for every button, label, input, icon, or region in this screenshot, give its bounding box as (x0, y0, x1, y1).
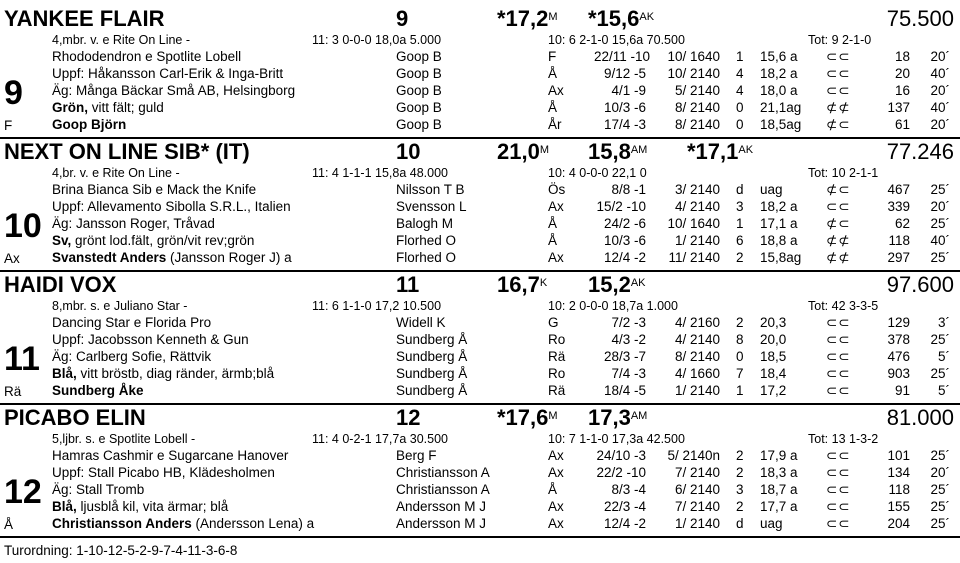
race-row: Svanstedt Anders (Jansson Roger J) a Florhed O Ax 12/4 -2 11/ 2140 2 15,8ag ⊄⊄ 297 25´ (52, 250, 950, 265)
odds-1: $*17,6^M$ (497, 405, 558, 430)
start-symbol-icon: ⊂⊂ (826, 315, 851, 330)
race-row: Rhododendron e Spotlite Lobell Goop B F 22/11 -10 10/ 1640 1 15,6 a ⊂⊂ 18 20´ (52, 49, 950, 64)
race-row: Sv, grönt lod.fält, grön/vit rev;grön Florhed O Å 10/3 -6 1/ 2140 6 18,8 a ⊄⊄ 118 40´ (52, 233, 950, 248)
race-row: Goop Björn Goop B År 17/4 -3 8/ 2140 0 18,5ag ⊄⊂ 61 20´ (52, 117, 950, 132)
horse-header (0, 272, 960, 298)
start-symbol-icon: ⊄⊂ (826, 182, 851, 197)
race-rows (0, 314, 960, 399)
race-row: Uppf: Stall Picabo HB, Klädesholmen Christiansson A Ax 22/2 -10 7/ 2140 2 18,3 a ⊂⊂ 134 20´ (52, 465, 950, 480)
horse-number: 10 (396, 139, 421, 164)
horse-name: YANKEE FLAIR (4, 6, 165, 31)
race-rows (0, 48, 960, 133)
odds-3: $*17,1^{AK}$ (687, 139, 754, 164)
driver-name: Christiansson Anders (52, 516, 192, 531)
horse-number: 11 (396, 272, 420, 297)
race-rows (0, 447, 960, 532)
colors-label: Sv, (52, 233, 72, 248)
driver-name: Sundberg Åke (52, 383, 144, 398)
colors-label: Blå, (52, 499, 77, 514)
total-prize: 81.000 (886, 405, 954, 430)
record-current-year: 11: 6 1-1-0 17,2 10.500 (312, 299, 442, 313)
pedigree-info: 5,ljbr. s. e Spotlite Lobell - (52, 432, 196, 446)
start-symbol-icon: ⊂⊂ (826, 448, 851, 463)
pedigree-info: 4,br. v. e Rite On Line - (52, 166, 180, 180)
race-rows (0, 181, 960, 266)
pedigree-info: 4,mbr. v. e Rite On Line - (52, 33, 191, 47)
start-number-big: 11 (4, 340, 40, 378)
start-symbol-icon: ⊂⊂ (826, 499, 851, 514)
record-current-year: 11: 4 1-1-1 15,8a 48.000 (312, 166, 448, 180)
horse-name: HAIDI VOX (4, 272, 117, 297)
start-symbol-icon: ⊄⊄ (826, 100, 851, 115)
odds-2: $15,2^{AK}$ (588, 272, 646, 297)
horse-subinfo (0, 166, 960, 180)
record-current-year: 11: 3 0-0-0 18,0a 5.000 (312, 33, 442, 47)
horse-entry (0, 6, 960, 133)
horse-header (0, 405, 960, 431)
divider (0, 536, 960, 538)
race-row: Sundberg Åke Sundberg Å Rä 18/4 -5 1/ 2140 1 17,2 ⊂⊂ 91 5´ (52, 383, 950, 398)
odds-1: $21,0^M$ (497, 139, 549, 164)
start-symbol-icon: ⊂⊂ (826, 349, 851, 364)
record-previous-year: 10: 7 1-1-0 17,3a 42.500 (548, 432, 685, 446)
race-row: Uppf: Allevamento Sibolla S.R.L., Italien Svensson L Ax 15/2 -10 4/ 2140 3 18,2 a ⊂⊂ 339 20´ (52, 199, 950, 214)
record-total: Tot: 42 3-3-5 (808, 299, 879, 313)
odds-2: $*15,6^{AK}$ (588, 6, 655, 31)
race-row: Blå, ljusblå kil, vita ärmar; blå Andersson M J Ax 22/3 -4 7/ 2140 2 17,7 a ⊂⊂ 155 25´ (52, 499, 950, 514)
race-row: Dancing Star e Florida Pro Widell K G 7/2 -3 4/ 2160 2 20,3 ⊂⊂ 129 3´ (52, 315, 950, 330)
colors-label: Grön, (52, 100, 88, 115)
start-symbol-icon: ⊂⊂ (826, 199, 851, 214)
horse-header (0, 6, 960, 32)
horse-number: 9 (396, 6, 409, 31)
horse-name: PICABO ELIN (4, 405, 146, 430)
colors-label: Blå, (52, 366, 77, 381)
record-previous-year: 10: 2 0-0-0 18,7a 1.000 (548, 299, 678, 313)
horse-name: NEXT ON LINE SIB* (IT) (4, 139, 250, 164)
start-order-footer: Turordning: 1-10-12-5-2-9-7-4-11-3-6-8 (4, 543, 238, 558)
race-row: Äg: Jansson Roger, Tråvad Balogh M Å 24/2 -6 10/ 1640 1 17,1 a ⊄⊂ 62 25´ (52, 216, 950, 231)
start-symbol-icon: ⊂⊂ (826, 83, 851, 98)
track-tag: Ax (4, 251, 20, 266)
odds-1: $16,7^K$ (497, 272, 548, 297)
horse-entry (0, 139, 960, 266)
total-prize: 77.246 (886, 139, 954, 164)
track-tag: Å (4, 517, 14, 532)
start-symbol-icon: ⊂⊂ (826, 383, 851, 398)
start-symbol-icon: ⊂⊂ (826, 49, 851, 64)
start-number-big: 12 (4, 473, 42, 511)
race-row: Uppf: Håkansson Carl-Erik & Inga-Britt Goop B Å 9/12 -5 10/ 2140 4 18,2 a ⊂⊂ 20 40´ (52, 66, 950, 81)
start-symbol-icon: ⊂⊂ (826, 516, 851, 531)
record-previous-year: 10: 4 0-0-0 22,1 0 (548, 166, 647, 180)
record-previous-year: 10: 6 2-1-0 15,6a 70.500 (548, 33, 685, 47)
total-prize: 97.600 (886, 272, 954, 297)
pedigree-info: 8,mbr. s. e Juliano Star - (52, 299, 188, 313)
odds-2: $17,3^{AM}$ (588, 405, 648, 430)
track-tag: F (4, 118, 13, 133)
driver-name: Svanstedt Anders (52, 250, 167, 265)
race-row: Äg: Stall Tromb Christiansson A Å 8/3 -4 6/ 2140 3 18,7 a ⊂⊂ 118 25´ (52, 482, 950, 497)
start-symbol-icon: ⊂⊂ (826, 66, 851, 81)
horse-entry (0, 272, 960, 399)
total-prize: 75.500 (886, 6, 954, 31)
start-symbol-icon: ⊂⊂ (826, 465, 851, 480)
record-total: Tot: 13 1-3-2 (808, 432, 879, 446)
race-row: Äg: Carlberg Sofie, Rättvik Sundberg Å Rä 28/3 -7 8/ 2140 0 18,5 ⊂⊂ 476 5´ (52, 349, 950, 364)
start-symbol-icon: ⊂⊂ (826, 332, 851, 347)
horse-header (0, 139, 960, 165)
start-symbol-icon: ⊂⊂ (826, 482, 851, 497)
odds-2: $15,8^{AM}$ (588, 139, 648, 164)
horse-subinfo (0, 299, 960, 313)
race-row: Äg: Många Bäckar Små AB, Helsingborg Goop B Ax 4/1 -9 5/ 2140 4 18,0 a ⊂⊂ 16 20´ (52, 83, 950, 98)
odds-1: $*17,2^M$ (497, 6, 558, 31)
track-tag: Rä (4, 384, 22, 399)
record-current-year: 11: 4 0-2-1 17,7a 30.500 (312, 432, 448, 446)
start-number-big: 10 (4, 207, 42, 245)
race-row: Christiansson Anders (Andersson Lena) a Andersson M J Ax 12/4 -2 1/ 2140 d uag ⊂⊂ 204 25´ (52, 516, 950, 531)
start-symbol-icon: ⊄⊂ (826, 216, 851, 231)
race-row: Blå, vitt bröstb, diag ränder, ärmb;blå Sundberg Å Ro 7/4 -3 4/ 1660 7 18,4 ⊂⊂ 903 25´ (52, 366, 950, 381)
race-row: Grön, vitt fält; guld Goop B Å 10/3 -6 8/ 2140 0 21,1ag ⊄⊄ 137 40´ (52, 100, 950, 115)
record-total: Tot: 9 2-1-0 (808, 33, 872, 47)
horse-number: 12 (396, 405, 421, 430)
race-row: Uppf: Jacobsson Kenneth & Gun Sundberg Å Ro 4/3 -2 4/ 2140 8 20,0 ⊂⊂ 378 25´ (52, 332, 950, 347)
record-total: Tot: 10 2-1-1 (808, 166, 879, 180)
horse-subinfo (0, 432, 960, 446)
race-row: Hamras Cashmir e Sugarcane Hanover Berg F Ax 24/10 -3 5/ 2140n 2 17,9 a ⊂⊂ 101 25´ (52, 448, 950, 463)
start-number-big: 9 (4, 74, 23, 112)
start-symbol-icon: ⊄⊄ (826, 250, 851, 265)
horse-entry (0, 405, 960, 532)
race-row: Brina Bianca Sib e Mack the Knife Nilsson T B Ös 8/8 -1 3/ 2140 d uag ⊄⊂ 467 25´ (52, 182, 950, 197)
start-symbol-icon: ⊂⊂ (826, 366, 851, 381)
horse-subinfo (0, 33, 960, 47)
start-symbol-icon: ⊄⊂ (826, 117, 851, 132)
driver-name: Goop Björn (52, 117, 127, 132)
start-symbol-icon: ⊄⊄ (826, 233, 851, 248)
